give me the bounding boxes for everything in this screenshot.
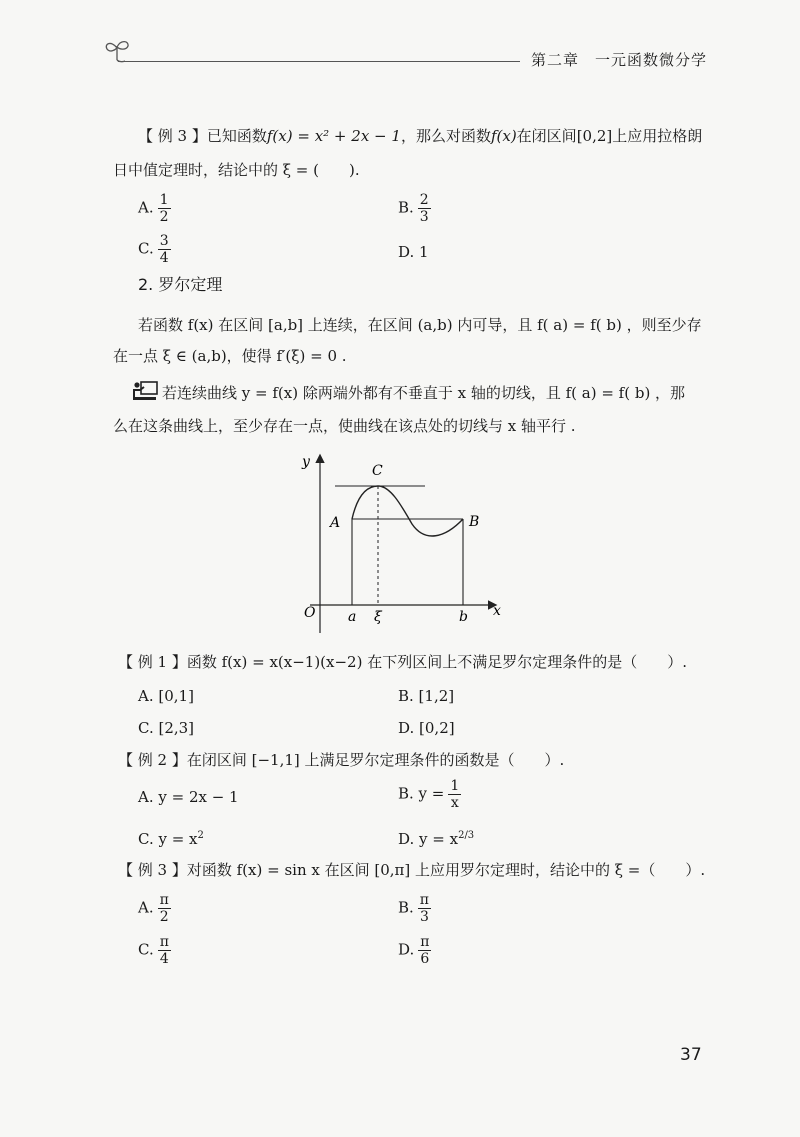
point-b-label: b: [459, 609, 468, 625]
ex2-option-a: A. y = 2x − 1: [138, 788, 239, 806]
page-number: 37: [680, 1045, 702, 1065]
option-a: A. $\frac{1}{2}$: [138, 192, 169, 225]
y-axis-label: y: [302, 454, 310, 470]
note-line2: 么在这条曲线上，至少存在一点，使曲线在该点处的切线与 x 轴平行 .: [113, 417, 576, 435]
header-rule: [118, 61, 520, 62]
curve: [352, 486, 463, 536]
example-3-rolle: 【 例 3 】对函数 f(x) = sin x 在区间 [0,π] 上应用罗尔定理时，结论中的 ξ =（ ）.: [118, 861, 706, 879]
label-B: B: [469, 514, 480, 530]
example-2: 【 例 2 】在闭区间 [−1,1] 上满足罗尔定理条件的函数是（ ）.: [118, 751, 565, 769]
ex2-option-d: D. $y = x^{2/3}$: [398, 830, 475, 848]
point-a-label: a: [348, 609, 357, 625]
ex1-option-a: A. [0,1]: [138, 687, 194, 705]
section-title: 2. 罗尔定理: [138, 275, 223, 294]
rolle-figure: [290, 448, 510, 638]
rolle-theorem-line2: 在一点 ξ ∈ (a,b)，使得 f′(ξ) = 0 .: [113, 347, 347, 365]
origin-label: O: [304, 605, 316, 621]
x-axis-label: x: [493, 603, 501, 619]
rolle-theorem-line1: 若函数 f(x) 在区间 [a,b] 上连续，在区间 (a,b) 内可导，且 f( a) = f( b) ，则至少存: [138, 316, 702, 334]
point-xi-label: ξ: [374, 609, 382, 625]
ex1-option-d: D. [0,2]: [398, 719, 455, 737]
label-C: C: [372, 463, 383, 479]
example-1: 【 例 1 】函数 f(x) = x(x−1)(x−2) 在下列区间上不满足罗尔定理条件的是（ ）.: [118, 653, 687, 671]
option-b: B. $\frac{2}{3}$: [398, 192, 429, 225]
example-3-mvt-line2: 日中值定理时，结论中的 ξ = ( ).: [113, 161, 360, 179]
example-tag: 【 例 3 】: [138, 127, 207, 145]
ex2-option-c: C. $y = x^2$: [138, 830, 204, 848]
label-A: A: [330, 515, 341, 531]
chapter-title: 第二章 一元函数微分学: [531, 51, 708, 69]
ex1-option-b: B. [1,2]: [398, 687, 455, 705]
option-d: D. 1: [398, 243, 429, 261]
ex3-option-c: C. $\frac{\pi}{4}$: [138, 934, 169, 967]
ex3-option-b: B. $\frac{\pi}{3}$: [398, 892, 429, 925]
option-c: C. $\frac{3}{4}$: [138, 233, 169, 266]
ex3-option-a: A. $\frac{\pi}{2}$: [138, 892, 169, 925]
note-line1: 若连续曲线 y = f(x) 除两端外都有不垂直于 x 轴的切线，且 f( a) = f( b) ，那: [162, 384, 686, 402]
sprout-icon: [103, 36, 133, 64]
ex1-option-c: C. [2,3]: [138, 719, 195, 737]
ex2-option-b: B. y = $\frac{1}{x}$: [398, 778, 460, 811]
example-3-mvt-line1: 【 例 3 】已知函数f(x) = x² + 2x − 1，那么对函数f(x)在闭区间[0,2]上应用拉格朗: [138, 127, 703, 145]
ex3-option-d: D. $\frac{\pi}{6}$: [398, 934, 430, 967]
teacher-note-icon: [133, 380, 159, 402]
